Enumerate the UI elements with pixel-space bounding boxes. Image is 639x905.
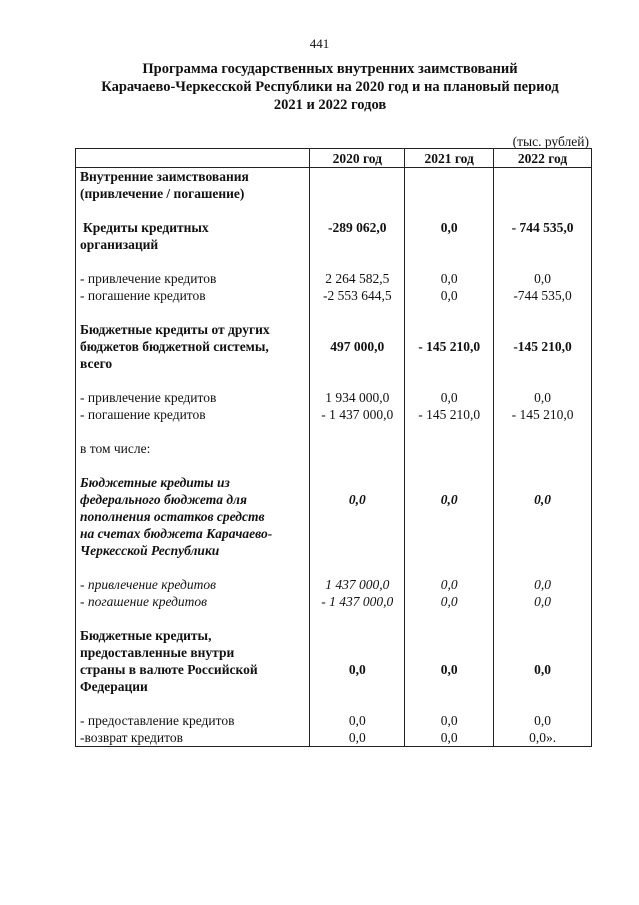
table-row (76, 440, 592, 457)
value-2021: 0,0 (405, 270, 494, 287)
label-line: (привлечение / погашение) (80, 186, 245, 201)
table-row (76, 389, 592, 406)
value-2022: - 744 535,0 (494, 219, 592, 253)
table-row (76, 474, 592, 559)
value-2020: 497 000,0 (310, 321, 405, 372)
title-line: Карачаево-Черкесской Республики на 2020 год и на плановый период (101, 79, 559, 95)
value-2022: - 145 210,0 (494, 406, 592, 423)
table-row (76, 321, 592, 372)
value-2021: 0,0 (405, 287, 494, 304)
row-label: - привлечение кредитов (76, 576, 310, 593)
row-label (76, 474, 310, 559)
label-line: Внутренние заимствования (80, 169, 249, 184)
label-line: Бюджетные кредиты от других (80, 322, 270, 337)
row-label (76, 219, 310, 253)
value-2020: -2 553 644,5 (310, 287, 405, 304)
value-2021: 0,0 (405, 219, 494, 253)
value-2020: 0,0 (310, 712, 405, 729)
header-cell: 2021 год (405, 149, 494, 168)
row-label: - привлечение кредитов (76, 270, 310, 287)
value-2020: 1 934 000,0 (310, 389, 405, 406)
value-2022: 0,0 (494, 270, 592, 287)
label-line: всего (80, 356, 113, 371)
value-2020: 0,0 (310, 627, 405, 695)
row-label: - привлечение кредитов (76, 389, 310, 406)
value-2022: 0,0 (494, 474, 592, 559)
table-row (76, 168, 592, 203)
table-row (76, 729, 592, 747)
page-number: 441 (309, 36, 330, 51)
table-row (76, 219, 592, 253)
header-cell (76, 149, 310, 168)
row-label: - погашение кредитов (76, 287, 310, 304)
table-row (76, 406, 592, 423)
title-line: 2021 и 2022 годов (273, 97, 387, 113)
value-2022: 0,0». (494, 729, 592, 747)
value-2021: 0,0 (405, 474, 494, 559)
including-label: в том числе: (76, 440, 310, 457)
table-row (76, 627, 592, 695)
row-label (76, 321, 310, 372)
value-2021: 0,0 (405, 729, 494, 747)
label-line: Черкесской Республики (80, 543, 220, 558)
value-2020: - 1 437 000,0 (310, 406, 405, 423)
row-label: - предоставление кредитов (76, 712, 310, 729)
value-2022: 0,0 (494, 389, 592, 406)
label-line: страны в валюте Российской (80, 662, 258, 677)
table-row (76, 576, 592, 593)
value-2022: 0,0 (494, 712, 592, 729)
value-2020: 0,0 (310, 474, 405, 559)
value-2021: 0,0 (405, 576, 494, 593)
label-line: Бюджетные кредиты, (80, 628, 212, 643)
value-2022: 0,0 (494, 593, 592, 610)
document-title (70, 60, 590, 114)
units-label: (тыс. рублей) (512, 134, 589, 149)
label-line: Кредиты кредитных (83, 220, 209, 235)
value-2022: -744 535,0 (494, 287, 592, 304)
label-line: на счетах бюджета Карачаево- (80, 526, 273, 541)
label-line: организаций (80, 237, 159, 252)
row-label: - погашение кредитов (76, 406, 310, 423)
label-line: Федерации (80, 679, 148, 694)
label-line: бюджетов бюджетной системы, (80, 339, 269, 354)
table-header-row (76, 149, 592, 168)
value-2022: 0,0 (494, 576, 592, 593)
value-2020: 1 437 000,0 (310, 576, 405, 593)
title-line: Программа государственных внутренних заимствований (142, 61, 518, 77)
row-label: - погашение кредитов (76, 593, 310, 610)
value-2021: - 145 210,0 (405, 406, 494, 423)
value-2022: -145 210,0 (494, 321, 592, 372)
label-line: пополнения остатков средств (80, 509, 265, 524)
label-line: федерального бюджета для (80, 492, 247, 507)
value-2021: 0,0 (405, 712, 494, 729)
value-2020: 2 264 582,5 (310, 270, 405, 287)
value-2021: 0,0 (405, 593, 494, 610)
value-2022: 0,0 (494, 627, 592, 695)
value-2021: 0,0 (405, 627, 494, 695)
header-cell: 2022 год (494, 149, 592, 168)
value-2020: - 1 437 000,0 (310, 593, 405, 610)
value-2021: 0,0 (405, 389, 494, 406)
label-line: предоставленные внутри (80, 645, 235, 660)
value-2020: 0,0 (310, 729, 405, 747)
row-label (76, 627, 310, 695)
table-row (76, 712, 592, 729)
section-title (76, 168, 310, 203)
row-label: -возврат кредитов (76, 729, 310, 747)
borrowings-table (75, 148, 592, 747)
label-line: Бюджетные кредиты из (80, 475, 230, 490)
table-row (76, 593, 592, 610)
value-2021: - 145 210,0 (405, 321, 494, 372)
table-row (76, 270, 592, 287)
table-row (76, 287, 592, 304)
value-2020: -289 062,0 (310, 219, 405, 253)
header-cell: 2020 год (310, 149, 405, 168)
